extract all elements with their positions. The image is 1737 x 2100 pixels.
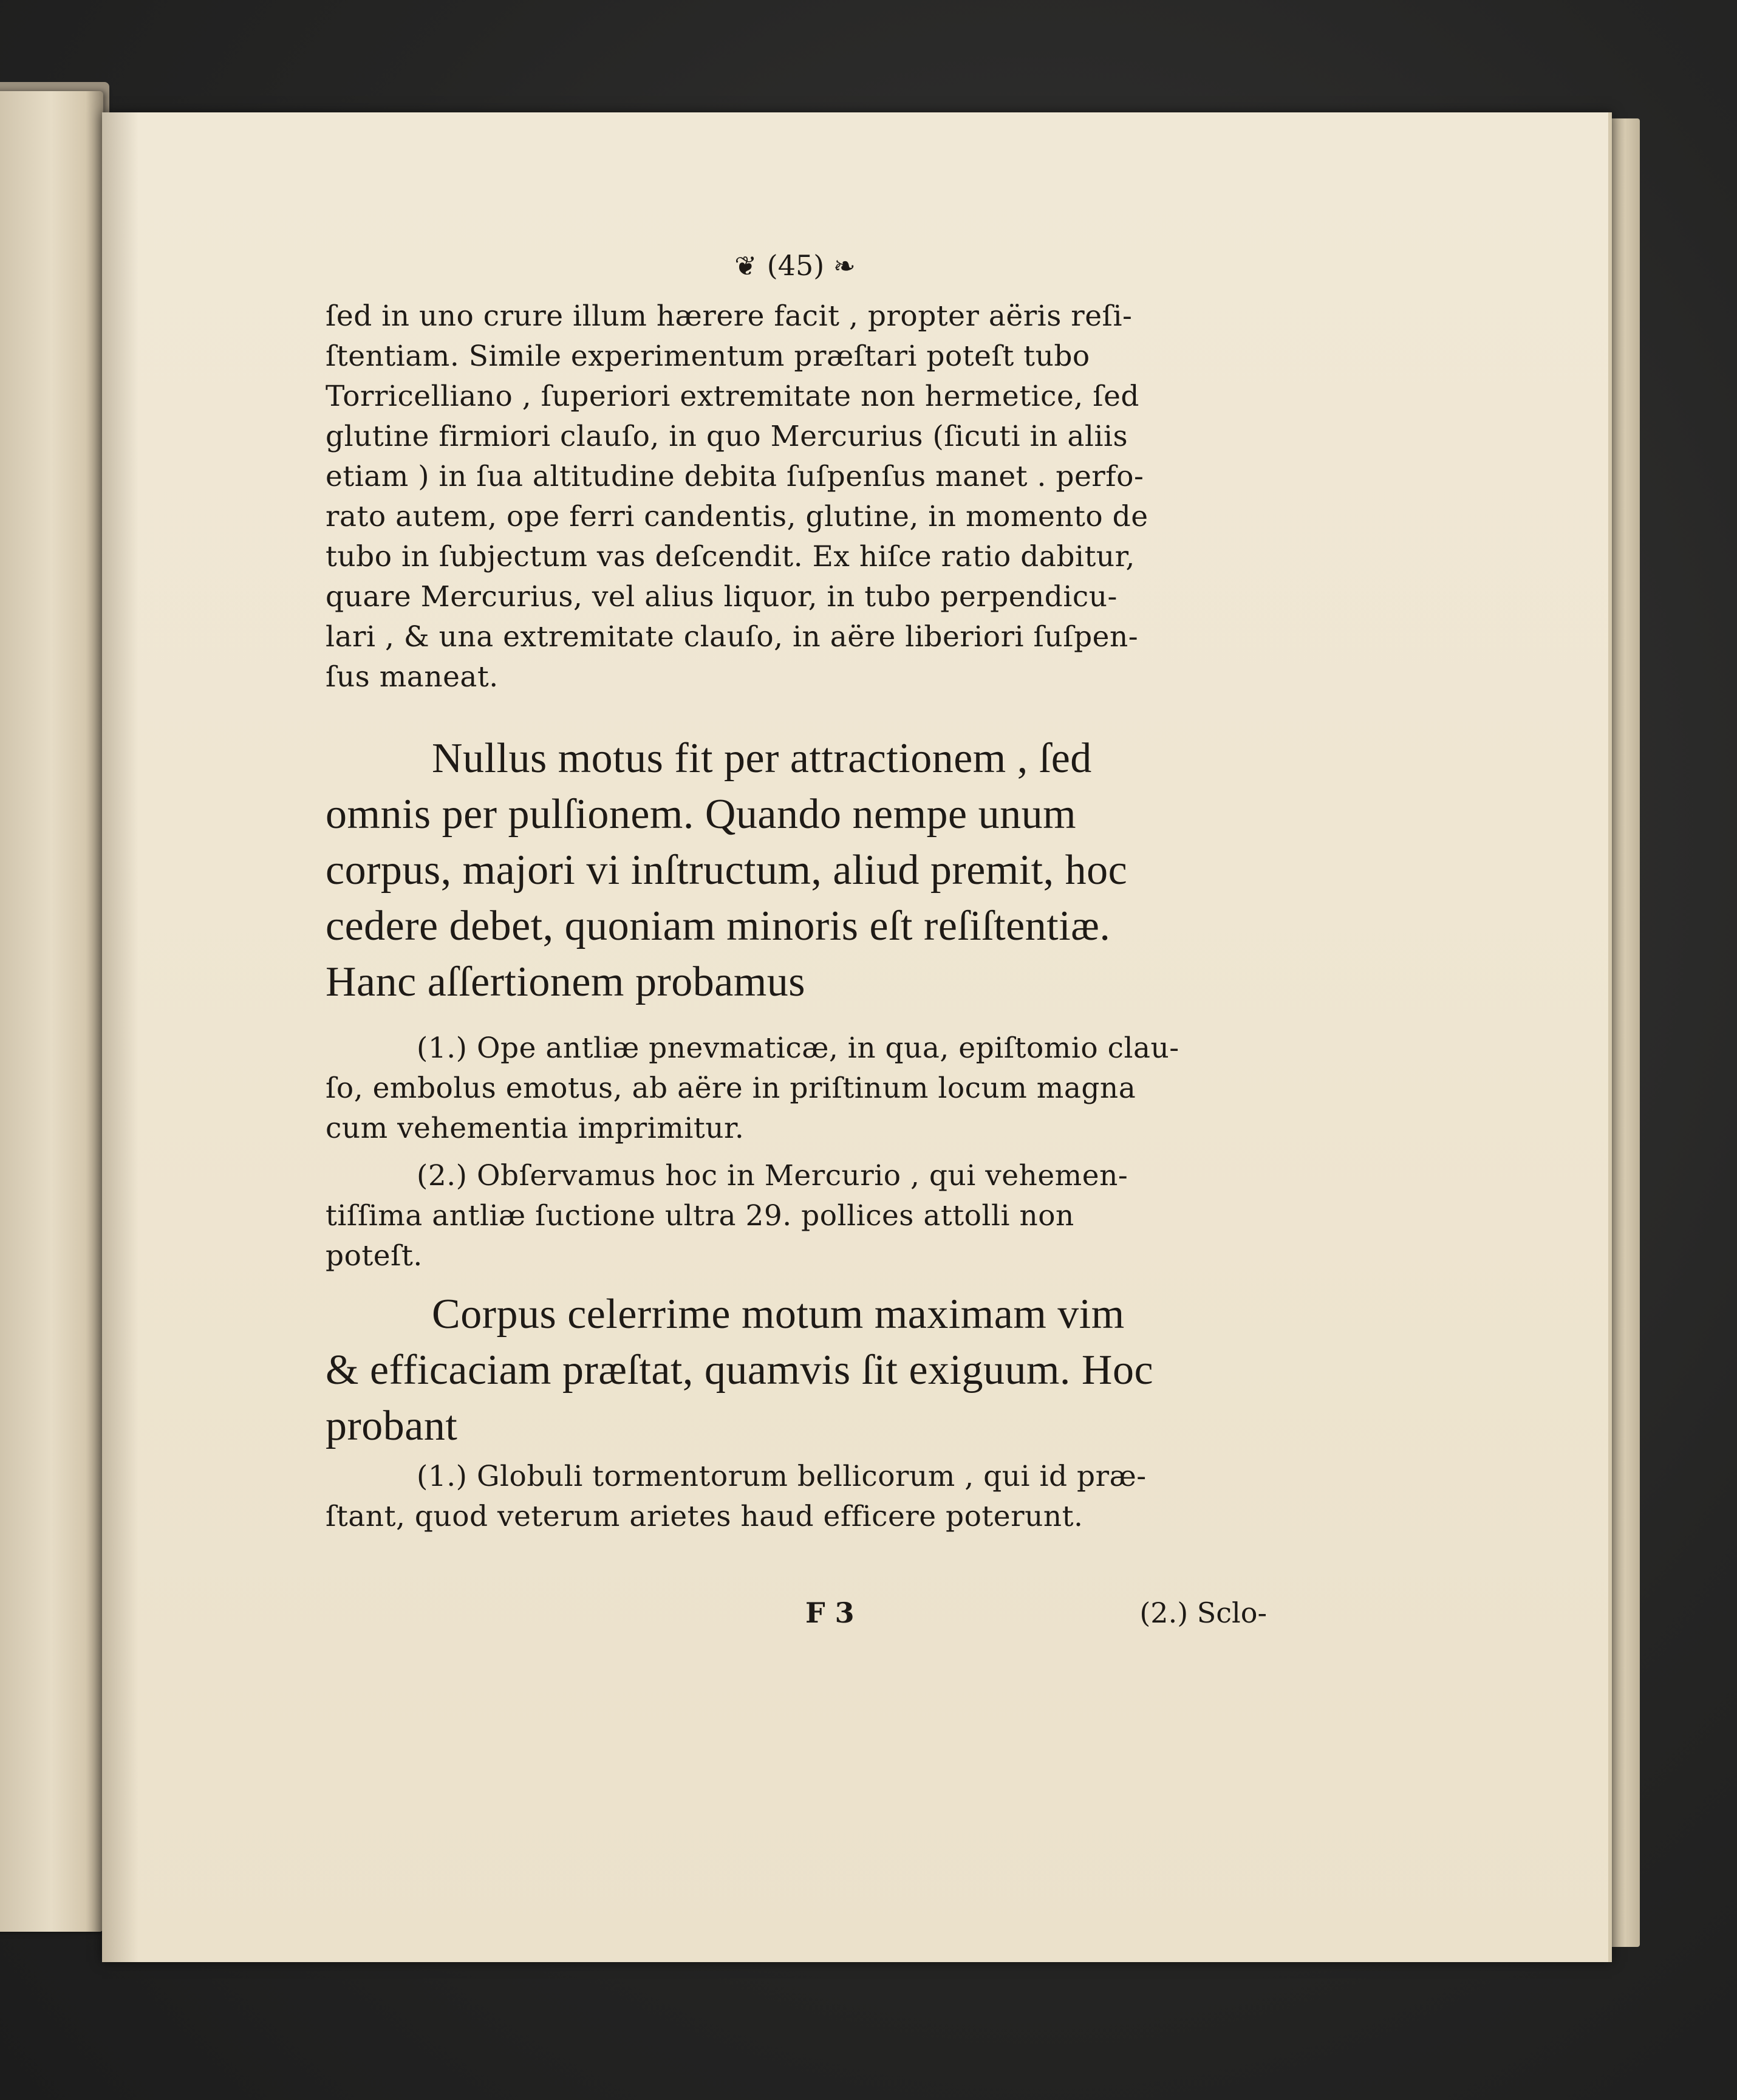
- text-line: ſtentiam. Simile experimentum præſtari poteſt tubo: [326, 340, 1090, 373]
- example-paragraph-3: [326, 1457, 1147, 1537]
- catchword: (2.) Sclo-: [1139, 1596, 1267, 1629]
- text-line: etiam ) in ſua altitudine debita ſuſpenſus manet . perfo-: [326, 460, 1144, 493]
- text-line: corpus, majori vi inſtructum, aliud premit, hoc: [326, 847, 1128, 894]
- text-line: omnis per pulſionem. Quando nempe unum: [326, 791, 1077, 838]
- text-line: tiſſima antliæ ſuctione ultra 29. pollices attolli non: [326, 1199, 1074, 1233]
- ornament-left-icon: ❦: [734, 251, 759, 282]
- left-facing-page-edge: [0, 91, 103, 1932]
- ornament-right-icon: ❧: [833, 251, 857, 282]
- text-line: ſtant, quod veterum arietes haud efficere poterunt.: [326, 1500, 1083, 1533]
- thesis-paragraph-2: [326, 1287, 1153, 1454]
- text-line: (1.) Globuli tormentorum bellicorum , qui id præ-: [417, 1460, 1147, 1493]
- example-paragraph-2: [326, 1156, 1128, 1276]
- thesis-paragraph-1: [326, 731, 1127, 1010]
- text-line: Torricelliano , ſuperiori extremitate non hermetice, ſed: [326, 380, 1139, 413]
- text-line: glutine firmiori clauſo, in quo Mercurius (ſicuti in aliis: [326, 420, 1128, 453]
- signature-mark: F 3: [805, 1596, 855, 1629]
- text-line: rato autem, ope ferri candentis, glutine, in momento de: [326, 500, 1148, 533]
- text-line: quare Mercurius, vel alius liquor, in tubo perpendicu-: [326, 580, 1118, 614]
- text-line: ſus maneat.: [326, 660, 499, 694]
- text-line: Nullus motus fit per attractionem , ſed: [432, 735, 1092, 782]
- text-line: cedere debet, quoniam minoris eſt reſiſtentiæ.: [326, 903, 1111, 949]
- text-line: ſo, embolus emotus, ab aëre in priſtinum locum magna: [326, 1072, 1136, 1105]
- text-line: (1.) Ope antliæ pnevmaticæ, in qua, epiſtomio clau-: [417, 1031, 1179, 1065]
- text-line: probant: [326, 1403, 458, 1449]
- text-line: lari , & una extremitate clauſo, in aëre liberiori ſuſpen-: [326, 620, 1139, 654]
- intro-paragraph: [326, 296, 1148, 697]
- text-line: cum vehementia imprimitur.: [326, 1112, 745, 1145]
- text-line: Hanc aſſertionem probamus: [326, 959, 806, 1005]
- running-head: [674, 249, 917, 282]
- text-line: (2.) Obſervamus hoc in Mercurio , qui vehemen-: [417, 1159, 1128, 1192]
- example-paragraph-1: [326, 1028, 1179, 1149]
- text-line: Corpus celerrime motum maximam vim: [432, 1291, 1125, 1338]
- text-line: ſed in uno crure illum hærere facit , propter aëris reſi-: [326, 299, 1133, 333]
- text-line: tubo in ſubjectum vas deſcendit. Ex hiſce ratio dabitur,: [326, 540, 1135, 573]
- text-line: & efficaciam præſtat, quamvis ſit exiguum. Hoc: [326, 1347, 1154, 1394]
- text-line: poteſt.: [326, 1239, 423, 1273]
- page-number: (45): [766, 249, 825, 282]
